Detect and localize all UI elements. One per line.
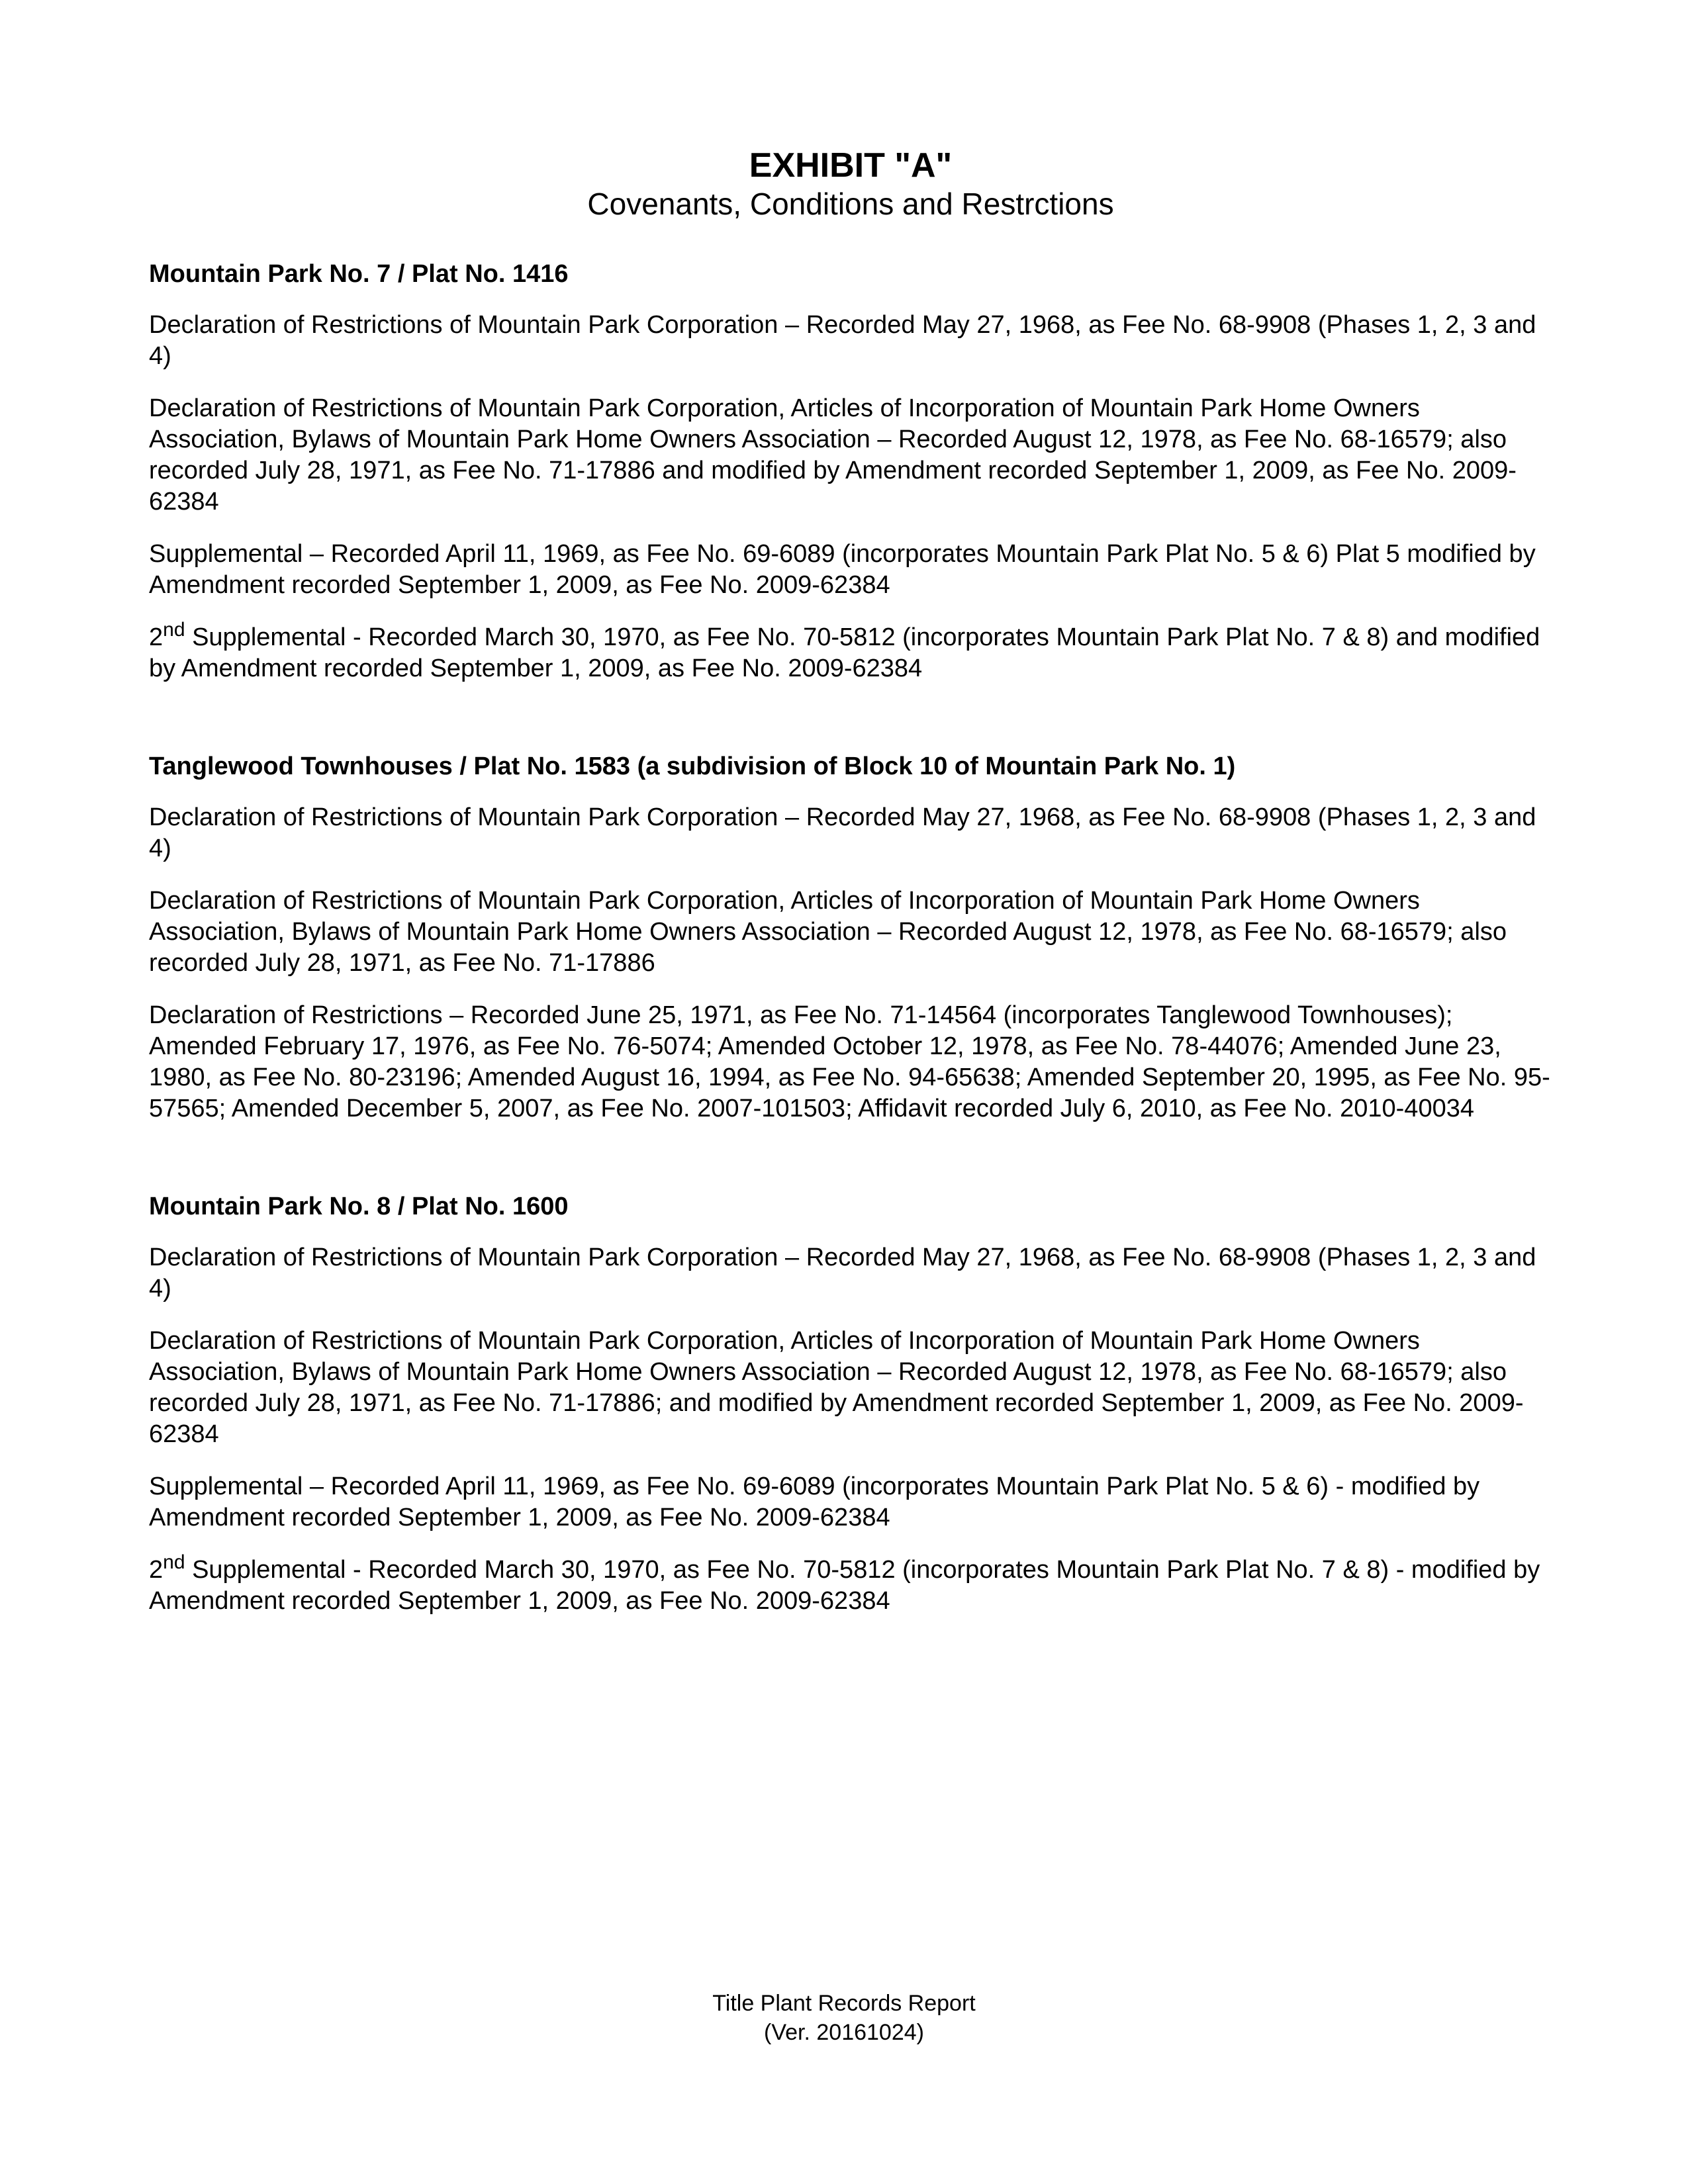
document-page <box>149 146 1552 1638</box>
footer-report-name: Title Plant Records Report <box>712 1991 976 2016</box>
page-footer <box>0 1989 1688 2047</box>
title-block <box>149 146 1552 222</box>
entry-paragraph-ordinal <box>149 619 1552 684</box>
exhibit-subtitle: Covenants, Conditions and Restrctions <box>587 187 1114 221</box>
entry-paragraph: Declaration of Restrictions of Mountain Park Corporation – Recorded May 27, 1968, as Fee No. 68-9908 (Phases 1, 2, 3 and 4) <box>149 803 1536 862</box>
ordinal-number: 2 <box>149 623 164 651</box>
entry-paragraph: Supplemental – Recorded April 11, 1969, as Fee No. 69-6089 (incorporates Mountain Park Plat No. 5 & 6) Plat 5 modified by Amendment recorded September 1, 2009, as Fee No. 2009-62384 <box>149 540 1536 599</box>
ordinal-entry-text: Supplemental - Recorded March 30, 1970, as Fee No. 70-5812 (incorporates Mountain Park Plat No. 7 & 8) - modified by Amendment recorded September 1, 2009, as Fee No. 2009-62384 <box>149 1556 1540 1615</box>
entry-paragraph: Declaration of Restrictions of Mountain Park Corporation, Articles of Incorporation of Mountain Park Home Owners Association, Bylaws of Mountain Park Home Owners Association – Recorded August 12, 1978, as Fee No. 68-16579; also recorded July 28, 1971, as Fee No. 71-17886; and modified by Amendment recorded September 1, 2009, as Fee No. 2009-62384 <box>149 1327 1524 1448</box>
exhibit-title: EXHIBIT "A" <box>749 146 953 185</box>
section-mountain-park-7 <box>149 258 1552 684</box>
entry-paragraph-ordinal <box>149 1551 1552 1617</box>
ordinal-number: 2 <box>149 1556 164 1584</box>
section-mountain-park-8 <box>149 1191 1552 1617</box>
entry-paragraph: Declaration of Restrictions of Mountain Park Corporation, Articles of Incorporation of Mountain Park Home Owners Association, Bylaws of Mountain Park Home Owners Association – Recorded August 12, 1978, as Fee No. 68-16579; also recorded July 28, 1971, as Fee No. 71-17886 <box>149 887 1507 977</box>
entry-paragraph: Declaration of Restrictions of Mountain Park Corporation, Articles of Incorporation of Mountain Park Home Owners Association, Bylaws of Mountain Park Home Owners Association – Recorded August 12, 1978, as Fee No. 68-16579; also recorded July 28, 1971, as Fee No. 71-17886 and modified by Amendment recorded September 1, 2009, as Fee No. 2009-62384 <box>149 394 1517 516</box>
section-heading: Mountain Park No. 8 / Plat No. 1600 <box>149 1193 569 1220</box>
entry-paragraph: Declaration of Restrictions of Mountain Park Corporation – Recorded May 27, 1968, as Fee No. 68-9908 (Phases 1, 2, 3 and 4) <box>149 1244 1536 1302</box>
section-tanglewood-townhouses <box>149 751 1552 1124</box>
section-heading: Mountain Park No. 7 / Plat No. 1416 <box>149 260 569 288</box>
entry-paragraph: Supplemental – Recorded April 11, 1969, as Fee No. 69-6089 (incorporates Mountain Park Plat No. 5 & 6) - modified by Amendment recorded September 1, 2009, as Fee No. 2009-62384 <box>149 1473 1480 1531</box>
entry-paragraph: Declaration of Restrictions of Mountain Park Corporation – Recorded May 27, 1968, as Fee No. 68-9908 (Phases 1, 2, 3 and 4) <box>149 311 1536 370</box>
footer-version: (Ver. 20161024) <box>764 2020 924 2045</box>
ordinal-suffix: nd <box>163 619 185 641</box>
entry-paragraph: Declaration of Restrictions – Recorded June 25, 1971, as Fee No. 71-14564 (incorporates Tanglewood Townhouses); Amended February 17, 1976, as Fee No. 76-5074; Amended October 12, 1978, as Fee No. 78-44076; Amended June 23, 1980, as Fee No. 80-23196; Amended August 16, 1994, as Fee No. 94-65638; Amended September 20, 1995, as Fee No. 95-57565; Amended December 5, 2007, as Fee No. 2007-101503; Affidavit recorded July 6, 2010, as Fee No. 2010-40034 <box>149 1001 1550 1122</box>
ordinal-entry-text: Supplemental - Recorded March 30, 1970, as Fee No. 70-5812 (incorporates Mountain Park Plat No. 7 & 8) and modified by Amendment recorded September 1, 2009, as Fee No. 2009-62384 <box>149 623 1540 682</box>
ordinal-suffix: nd <box>163 1551 185 1573</box>
section-heading: Tanglewood Townhouses / Plat No. 1583 (a subdivision of Block 10 of Mountain Park No. 1) <box>149 752 1236 780</box>
